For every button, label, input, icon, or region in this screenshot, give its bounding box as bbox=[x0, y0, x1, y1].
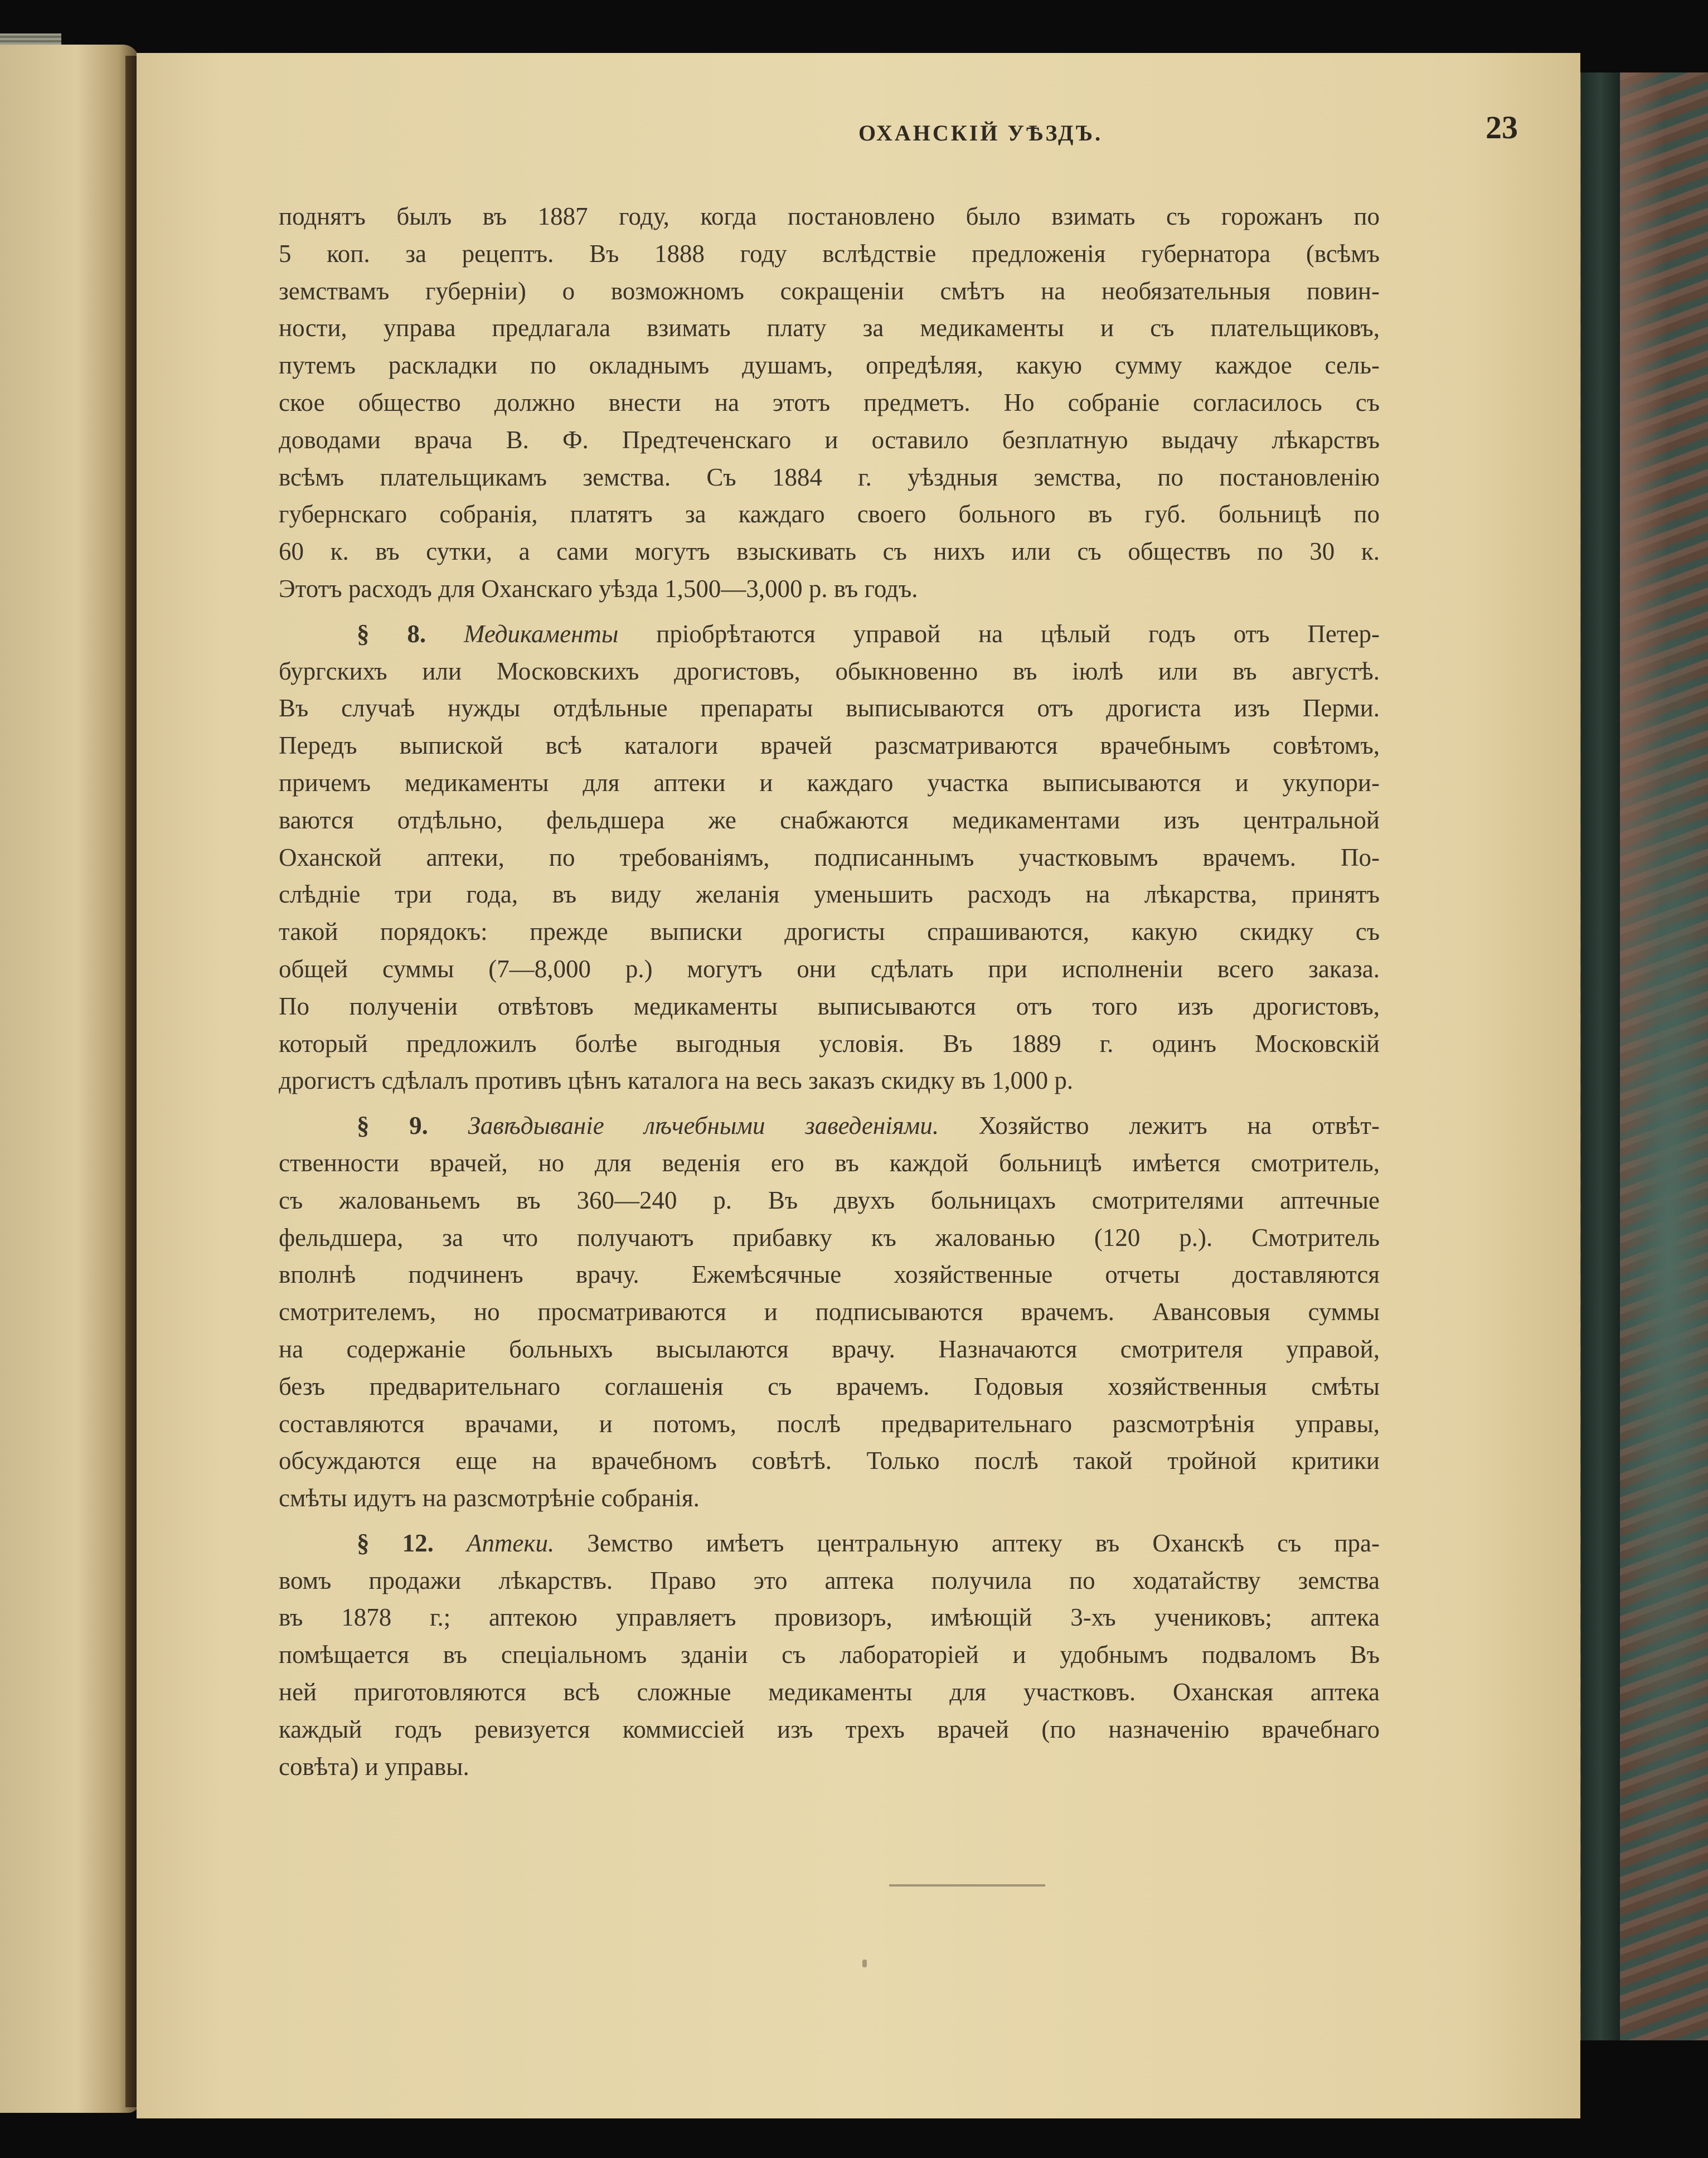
text-line: 60 к. въ сутки, а сами могутъ взыскивать съ нихъ или съ обществъ по 30 к. bbox=[279, 537, 1380, 566]
text-line: 5 коп. за рецептъ. Въ 1888 году вслѣдствіе предложенія губернатора (всѣмъ bbox=[279, 239, 1380, 268]
section-number: § 8. bbox=[357, 619, 426, 648]
text-line bbox=[279, 1107, 1380, 1145]
text-line: фельдшера, за что получаютъ прибавку къ жалованью (120 р.). Смотритель bbox=[279, 1223, 1380, 1252]
text-line: всѣмъ плательщикамъ земства. Съ 1884 г. уѣздныя земства, по постановленію bbox=[279, 463, 1380, 491]
section-text: пріобрѣтаются управой на цѣлый годъ отъ Петер- bbox=[656, 619, 1380, 648]
text-line: слѣдніе три года, въ виду желанія уменьшить расходъ на лѣкарства, принятъ bbox=[279, 880, 1380, 909]
text-line: ское общество должно внести на этотъ предметъ. Но собраніе согласилось съ bbox=[279, 388, 1380, 416]
section-paragraph bbox=[279, 1107, 1380, 1517]
ink-speck bbox=[862, 1960, 867, 1967]
body-text bbox=[279, 198, 1380, 1785]
text-line: смотрителемъ, но просматриваются и подписываются врачемъ. Авансовыя суммы bbox=[279, 1298, 1380, 1326]
text-line: составляются врачами, и потомъ, послѣ предварительнаго разсмотрѣнія управы, bbox=[279, 1409, 1380, 1438]
text-line: каждый годъ ревизуется коммиссіей изъ трехъ врачей (по назначенію врачебнаго bbox=[279, 1715, 1380, 1743]
text-line: По полученіи отвѣтовъ медикаменты выписываются отъ того изъ дрогистовъ, bbox=[279, 992, 1380, 1020]
paragraph bbox=[279, 198, 1380, 608]
text-line: поднятъ былъ въ 1887 году, когда постановлено было взимать съ горожанъ по bbox=[279, 202, 1380, 230]
text-line: обсуждаются еще на врачебномъ совѣтѣ. Только послѣ такой тройной критики bbox=[279, 1447, 1380, 1475]
text-line: земствамъ губерніи) о возможномъ сокращеніи смѣтъ на необязательныя повин- bbox=[279, 277, 1380, 305]
text-line: ней приготовляются всѣ сложные медикаменты для участковъ. Оханская аптека bbox=[279, 1678, 1380, 1706]
text-line: Въ случаѣ нужды отдѣльные препараты выписываются отъ дрогиста изъ Перми. bbox=[279, 694, 1380, 722]
text-line: общей суммы (7—8,000 р.) могутъ они сдѣлать при исполненіи всего заказа. bbox=[279, 954, 1380, 983]
section-heading: Медикаменты bbox=[464, 619, 619, 648]
page-number: 23 bbox=[1486, 109, 1518, 146]
section-number: § 9. bbox=[357, 1112, 428, 1140]
text-line bbox=[279, 1525, 1380, 1562]
text-line: совѣта) и управы. bbox=[279, 1752, 469, 1781]
section-text: Земство имѣетъ центральную аптеку въ Оханскѣ съ пра- bbox=[587, 1529, 1380, 1557]
text-line: дрогистъ сдѣлалъ противъ цѣнъ каталога на весь заказъ скидку въ 1,000 р. bbox=[279, 1066, 1074, 1095]
section-heading: Завѣдываніе лѣчебными заведеніями. bbox=[468, 1112, 939, 1140]
text-line: ваются отдѣльно, фельдшера же снабжаются медикаментами изъ центральной bbox=[279, 806, 1380, 834]
text-line: вомъ продажи лѣкарствъ. Право это аптека получила по ходатайству земства bbox=[279, 1566, 1380, 1594]
text-line: Этотъ расходъ для Оханскаго уѣзда 1,500—3,000 р. въ годъ. bbox=[279, 574, 918, 603]
running-title: ОХАНСКІЙ УѢЗДЪ. bbox=[858, 120, 1103, 146]
text-line: въ 1878 г.; аптекою управляетъ провизоръ, имѣющій 3-хъ учениковъ; аптека bbox=[279, 1603, 1380, 1632]
text-line: вполнѣ подчиненъ врачу. Ежемѣсячные хозяйственные отчеты доставляются bbox=[279, 1260, 1380, 1289]
text-line: бургскихъ или Московскихъ дрогистовъ, обыкновенно въ іюлѣ или въ августѣ. bbox=[279, 657, 1380, 685]
text-line: такой порядокъ: прежде выписки дрогисты спрашиваются, какую скидку съ bbox=[279, 918, 1380, 946]
text-line: безъ предварительнаго соглашенія съ врачемъ. Годовыя хозяйственныя смѣты bbox=[279, 1372, 1380, 1400]
text-line: ственности врачей, но для веденія его въ каждой больницѣ имѣется смотритель, bbox=[279, 1148, 1380, 1177]
section-text: Хозяйство лежитъ на отвѣт- bbox=[978, 1112, 1380, 1140]
left-page bbox=[0, 45, 139, 2113]
text-line: ности, управа предлагала взимать плату за медикаменты и съ плательщиковъ, bbox=[279, 314, 1380, 342]
text-line: съ жалованьемъ въ 360—240 р. Въ двухъ больницахъ смотрителями аптечные bbox=[279, 1186, 1380, 1214]
text-line bbox=[279, 615, 1380, 653]
text-line: помѣщается въ спеціальномъ зданіи съ лабораторіей и удобнымъ подваломъ Въ bbox=[279, 1641, 1380, 1669]
section-number: § 12. bbox=[357, 1529, 434, 1557]
section-paragraph bbox=[279, 615, 1380, 1099]
text-line: смѣты идутъ на разсмотрѣніе собранія. bbox=[279, 1484, 700, 1512]
cover-spine-strip bbox=[1581, 72, 1620, 2040]
text-line: причемъ медикаменты для аптеки и каждаго участка выписываются и укупори- bbox=[279, 768, 1380, 797]
section-heading: Аптеки. bbox=[466, 1529, 555, 1557]
closing-rule bbox=[889, 1884, 1045, 1887]
text-line: путемъ раскладки по окладнымъ душамъ, опредѣляя, какую сумму каждое сель- bbox=[279, 351, 1380, 380]
text-line: Передъ выпиской всѣ каталоги врачей разсматриваются врачебнымъ совѣтомъ, bbox=[279, 731, 1380, 760]
text-line: Оханской аптеки, по требованіямъ, подписаннымъ участковымъ врачемъ. По- bbox=[279, 843, 1380, 871]
section-paragraph bbox=[279, 1525, 1380, 1786]
text-line: доводами врача В. Ф. Предтеченскаго и оставило безплатную выдачу лѣкарствъ bbox=[279, 425, 1380, 454]
text-line: на содержаніе больныхъ высылаются врачу. Назначаются смотрителя управой, bbox=[279, 1335, 1380, 1363]
text-line: губернскаго собранія, платятъ за каждаго своего больного въ губ. больницѣ по bbox=[279, 500, 1380, 528]
text-line: который предложилъ болѣе выгодныя условія. Въ 1889 г. одинъ Московскій bbox=[279, 1029, 1380, 1058]
